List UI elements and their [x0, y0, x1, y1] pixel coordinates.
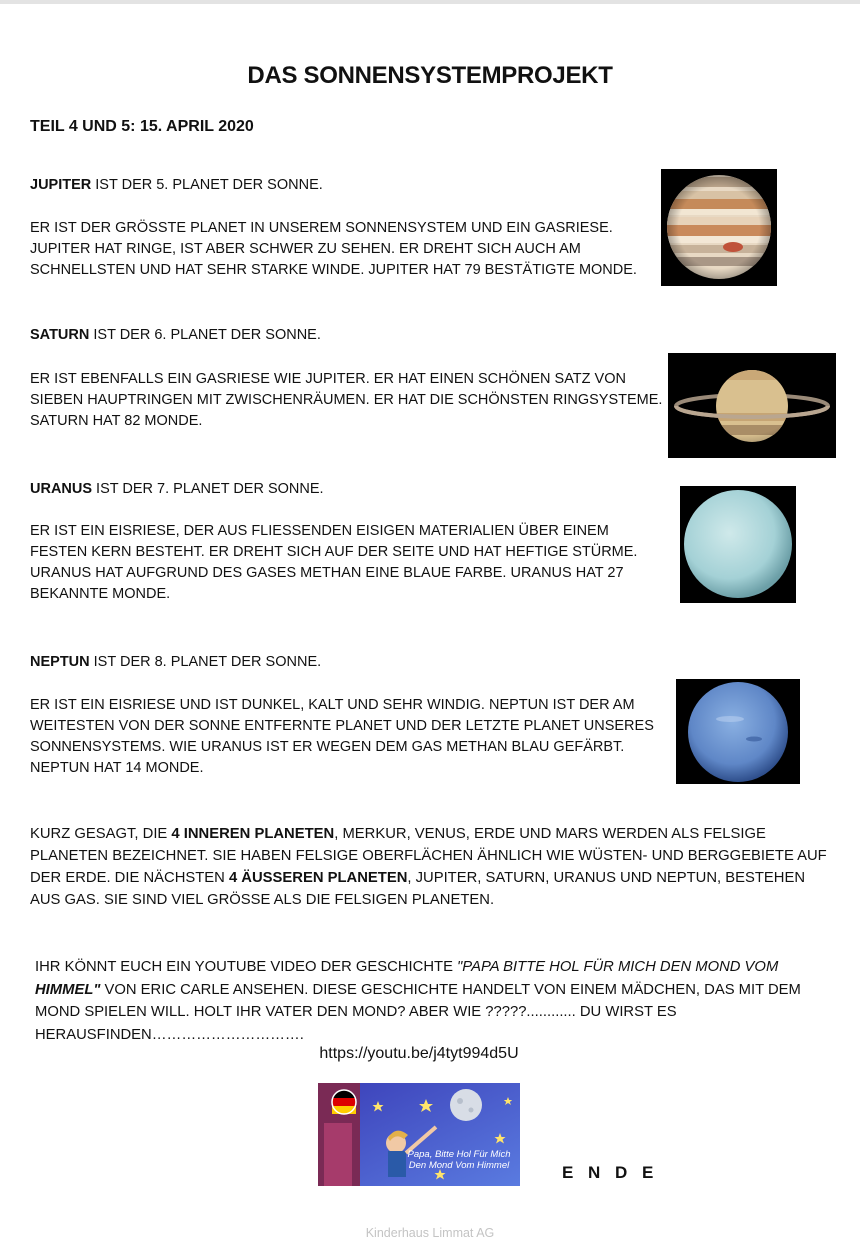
text-span: , MERKUR, VENUS, ERDE UND MARS WERDEN ALS FELSIGE: [334, 826, 766, 842]
text-line: HERAUSFINDEN………………………….: [35, 1026, 304, 1043]
page-subtitle: TEIL 4 UND 5: 15. APRIL 2020: [30, 118, 254, 135]
text-line: JUPITER HAT RINGE, IST ABER SCHWER ZU SEHEN. ER DREHT SICH AUCH AM: [30, 241, 581, 257]
jupiter-description: [30, 218, 637, 281]
uranus-heading: [30, 479, 324, 500]
planet-intro: IST DER 7. PLANET DER SONNE.: [92, 481, 324, 497]
text-line: FESTEN KERN BESTEHT. ER DREHT SICH AUF DER SEITE UND HAT HEFTIGE STÜRME.: [30, 544, 638, 560]
text-line: URANUS HAT AUFGRUND DES GASES METHAN EINE BLAUE FARBE. URANUS HAT 27: [30, 565, 624, 581]
text-line: ER IST EBENFALLS EIN GASRIESE WIE JUPITER. ER HAT EINEN SCHÖNEN SATZ VON: [30, 371, 626, 387]
jupiter-heading: [30, 175, 323, 196]
text-line: ER IST EIN EISRIESE UND IST DUNKEL, KALT UND SEHR WINDIG. NEPTUN IST DER AM: [30, 697, 635, 713]
saturn-description: [30, 369, 662, 432]
uranus-description: [30, 521, 637, 605]
text-line: SCHNELLSTEN UND HAT SEHR STARKE WINDE. JUPITER HAT 79 BESTÄTIGTE MONDE.: [30, 262, 637, 278]
text-line: [30, 867, 827, 889]
text-line: MOND SPIELEN WILL. HOLT IHR VATER DEN MOND? ABER WIE ?????............ DU WIRST ES: [35, 1004, 677, 1020]
neptun-heading: [30, 652, 321, 673]
text-line: SIEBEN HAUPTRINGEN MIT ZWISCHENRÄUMEN. ER HAT DIE SCHÖNSTEN RINGSYSTEME.: [30, 392, 663, 408]
summary-paragraph: [30, 823, 827, 911]
uranus-photo: [680, 486, 796, 603]
inner-planets-bold: 4 INNEREN PLANETEN: [171, 826, 335, 842]
top-border: [0, 0, 860, 4]
jupiter-photo: [661, 169, 777, 286]
story-title-italic: "PAPA BITTE HOL FÜR MICH DEN MOND VOM: [457, 959, 779, 975]
text-line: ER IST EIN EISRIESE, DER AUS FLIESSENDEN EISIGEN MATERIALIEN ÜBER EINEM: [30, 523, 609, 539]
planet-intro: IST DER 5. PLANET DER SONNE.: [91, 177, 323, 193]
neptune-photo: [676, 679, 800, 784]
page-title: DAS SONNENSYSTEMPROJEKT: [247, 62, 613, 89]
thumbnail-caption: Papa, Bitte Hol Für Mich Den Mond Vom Himmel: [407, 1149, 511, 1171]
text-line: BEKANNTE MONDE.: [30, 586, 171, 602]
text-line: [35, 979, 801, 1002]
text-span: , JUPITER, SATURN, URANUS UND NEPTUN, BESTEHEN: [407, 870, 806, 886]
video-thumbnail[interactable]: [318, 1083, 520, 1186]
text-line: ER IST DER GRÖSSTE PLANET IN UNSEREM SONNENSYSTEM UND EIN GASRIESE.: [30, 220, 613, 236]
text-line: SATURN HAT 82 MONDE.: [30, 413, 203, 429]
planet-name: JUPITER: [30, 177, 92, 193]
text-line: SONNENSYSTEMS. WIE URANUS IST ER WEGEN DEM GAS METHAN BLAU GEFÄRBT.: [30, 739, 625, 755]
text-line: AUS GAS. SIE SIND VIEL GRÖSSE ALS DIE FELSIGEN PLANETEN.: [30, 892, 495, 908]
outer-planets-bold: 4 ÄUSSEREN PLANETEN: [228, 870, 408, 886]
story-title-end: HIMMEL": [35, 981, 101, 998]
planet-intro: IST DER 8. PLANET DER SONNE.: [89, 654, 322, 670]
video-paragraph: [35, 956, 801, 1046]
text-line: NEPTUN HAT 14 MONDE.: [30, 760, 204, 776]
text-span: KURZ GESAGT, DIE: [30, 826, 172, 842]
youtube-link[interactable]: https://youtu.be/j4tyt994d5U: [319, 1045, 519, 1062]
planet-name: NEPTUN: [30, 654, 90, 670]
planet-name: SATURN: [30, 327, 90, 343]
planet-name: URANUS: [30, 481, 93, 497]
neptun-description: [30, 695, 654, 779]
ende-label: E N D E: [562, 1163, 659, 1182]
text-line: [30, 823, 827, 845]
saturn-heading: [30, 325, 321, 346]
text-line: WEITESTEN VON DER SONNE ENTFERNTE PLANET UND DER LETZTE PLANET UNSERES: [30, 718, 654, 734]
footer-watermark: Kinderhaus Limmat AG: [365, 1226, 495, 1240]
text-span: IHR KÖNNT EUCH EIN YOUTUBE VIDEO DER GESCHICHTE: [35, 959, 458, 975]
saturn-photo: [668, 353, 836, 458]
planet-intro: IST DER 6. PLANET DER SONNE.: [89, 327, 321, 343]
text-line: [35, 956, 801, 979]
text-line: PLANETEN BEZEICHNET. SIE HABEN FELSIGE OBERFLÄCHEN ÄHNLICH WIE WÜSTEN- UND BERGGEBIETE AUF: [30, 848, 827, 864]
text-span: VON ERIC CARLE ANSEHEN. DIESE GESCHICHTE HANDELT VON EINEM MÄDCHEN, DAS MIT DEM: [100, 981, 801, 998]
text-span: DER ERDE. DIE NÄCHSTEN: [30, 870, 229, 886]
